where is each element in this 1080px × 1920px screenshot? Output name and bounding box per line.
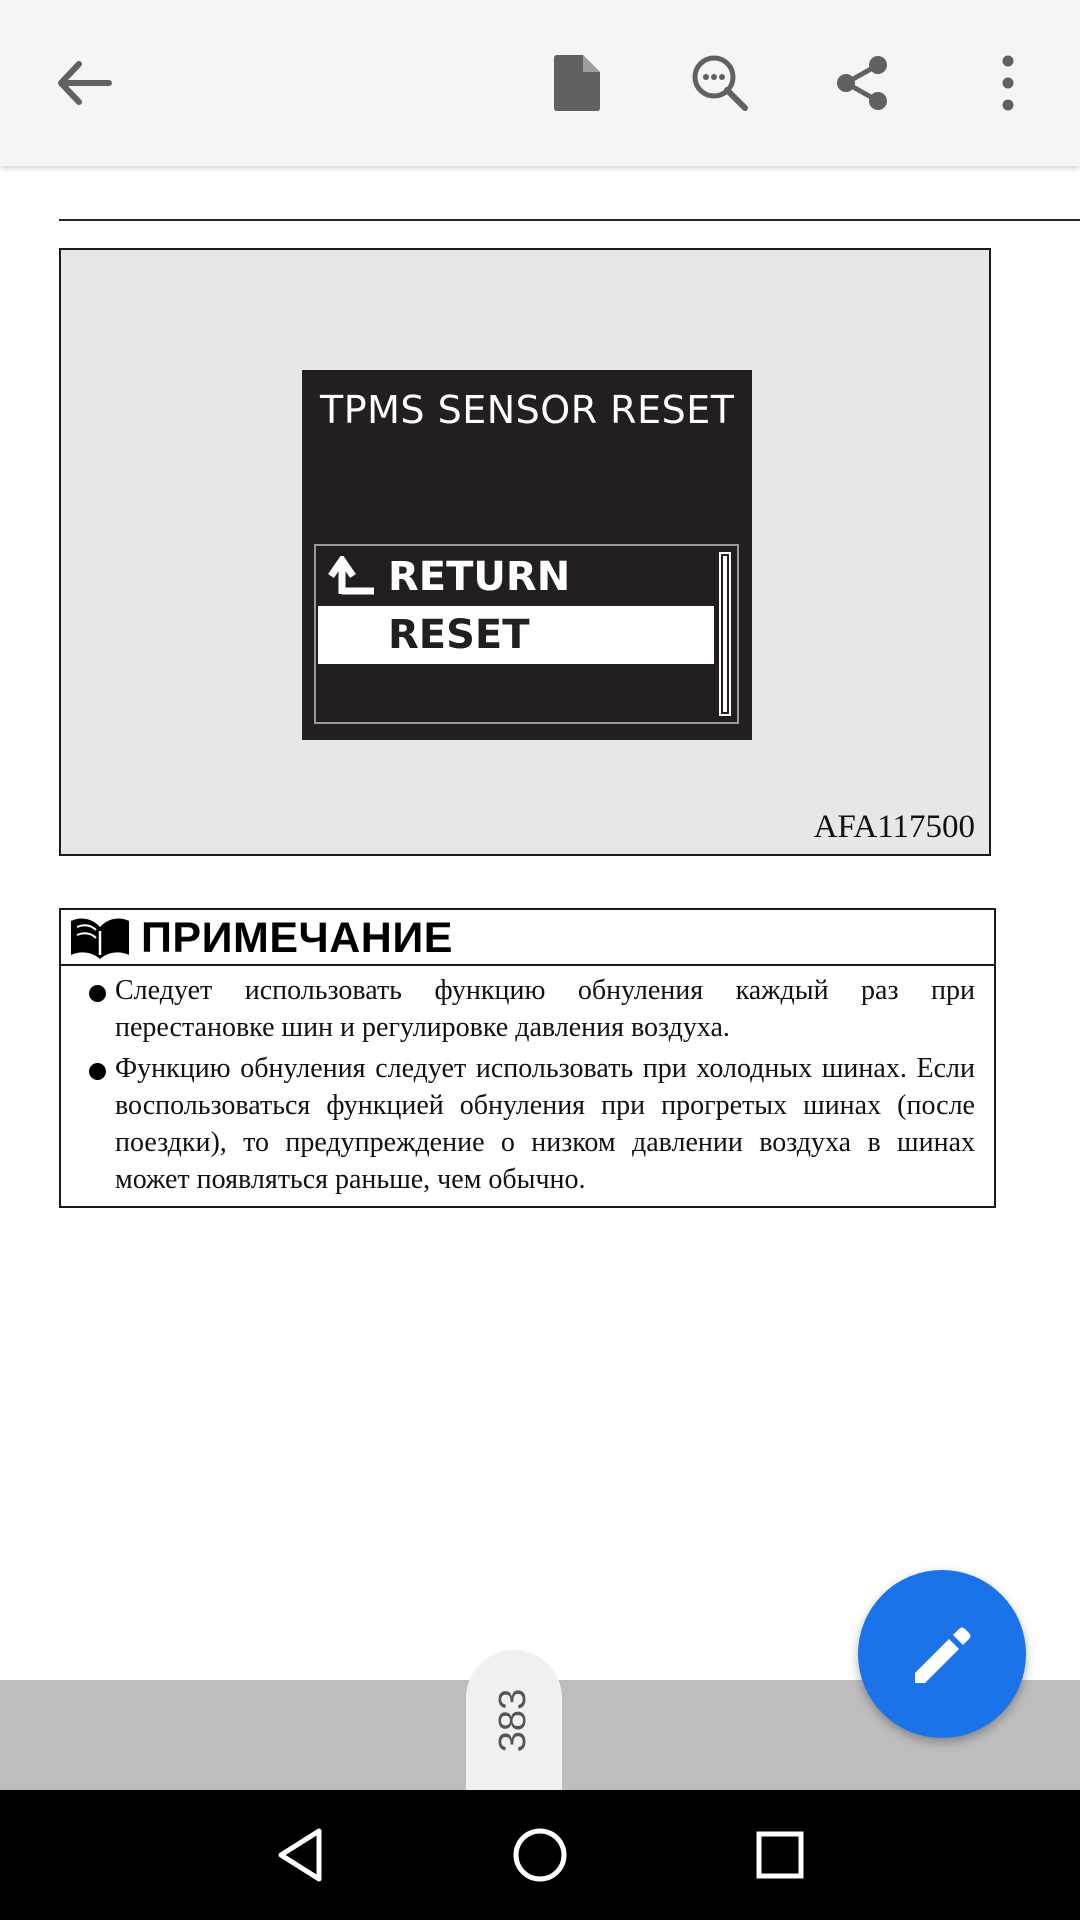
page-number: 383	[492, 1688, 535, 1752]
back-button[interactable]	[43, 43, 123, 123]
nav-home-button[interactable]	[500, 1815, 580, 1895]
lcd-scroll-thumb	[723, 556, 727, 712]
lcd-display	[302, 370, 752, 740]
system-nav-bar	[0, 1790, 1080, 1920]
bullet-icon	[89, 1063, 106, 1080]
share-icon	[834, 55, 890, 111]
note-title: ПРИМЕЧАНИЕ	[141, 914, 453, 962]
more-vert-icon	[1000, 55, 1016, 111]
edit-fab-button[interactable]	[858, 1570, 1026, 1738]
share-button[interactable]	[822, 43, 902, 123]
lcd-menu-label: RESET	[388, 612, 530, 658]
back-arrow-icon	[53, 58, 113, 108]
app-bar	[0, 0, 1080, 166]
lcd-menu-item-reset	[318, 606, 714, 664]
search-in-document-button[interactable]	[680, 43, 760, 123]
lcd-menu-item-return	[318, 548, 714, 606]
document-icon	[554, 55, 600, 111]
dashboard-figure	[59, 248, 991, 856]
lcd-menu-label: RETURN	[388, 554, 571, 600]
page-indicator[interactable]	[466, 1650, 562, 1790]
document-button[interactable]	[537, 43, 617, 123]
more-options-button[interactable]	[968, 43, 1048, 123]
open-book-icon	[69, 915, 131, 961]
note-header	[61, 910, 994, 966]
return-arrow-icon	[328, 556, 376, 598]
note-item-text: Следует использовать функцию обнуления каждый раз при перестановке шин и регулировке давления воздуха.	[115, 975, 975, 1043]
edit-pencil-icon	[907, 1619, 977, 1689]
nav-back-button[interactable]	[260, 1815, 340, 1895]
nav-back-icon	[275, 1827, 325, 1883]
search-icon	[690, 53, 750, 113]
note-item-text: Функцию обнуления следует использовать при холодных шинах. Если воспользоваться функцией обнуления при прогретых шинах (после поездки), то предупреждение о низком давлении воздуха в шинах может появляться раньше, чем обычно.	[115, 1053, 975, 1195]
lcd-scrollbar	[719, 552, 731, 716]
header-rule	[59, 219, 1080, 221]
nav-recent-icon	[755, 1830, 805, 1880]
document-page[interactable]	[0, 166, 1080, 1680]
nav-home-icon	[512, 1827, 568, 1883]
note-item	[85, 1050, 975, 1198]
figure-code: AFA117500	[813, 809, 975, 845]
nav-recent-apps-button[interactable]	[740, 1815, 820, 1895]
note-box	[59, 908, 996, 1208]
note-body	[85, 972, 975, 1202]
bullet-icon	[89, 985, 106, 1002]
lcd-menu	[314, 544, 739, 724]
note-item	[85, 972, 975, 1046]
lcd-screen-title: TPMS SENSOR RESET	[320, 388, 735, 432]
